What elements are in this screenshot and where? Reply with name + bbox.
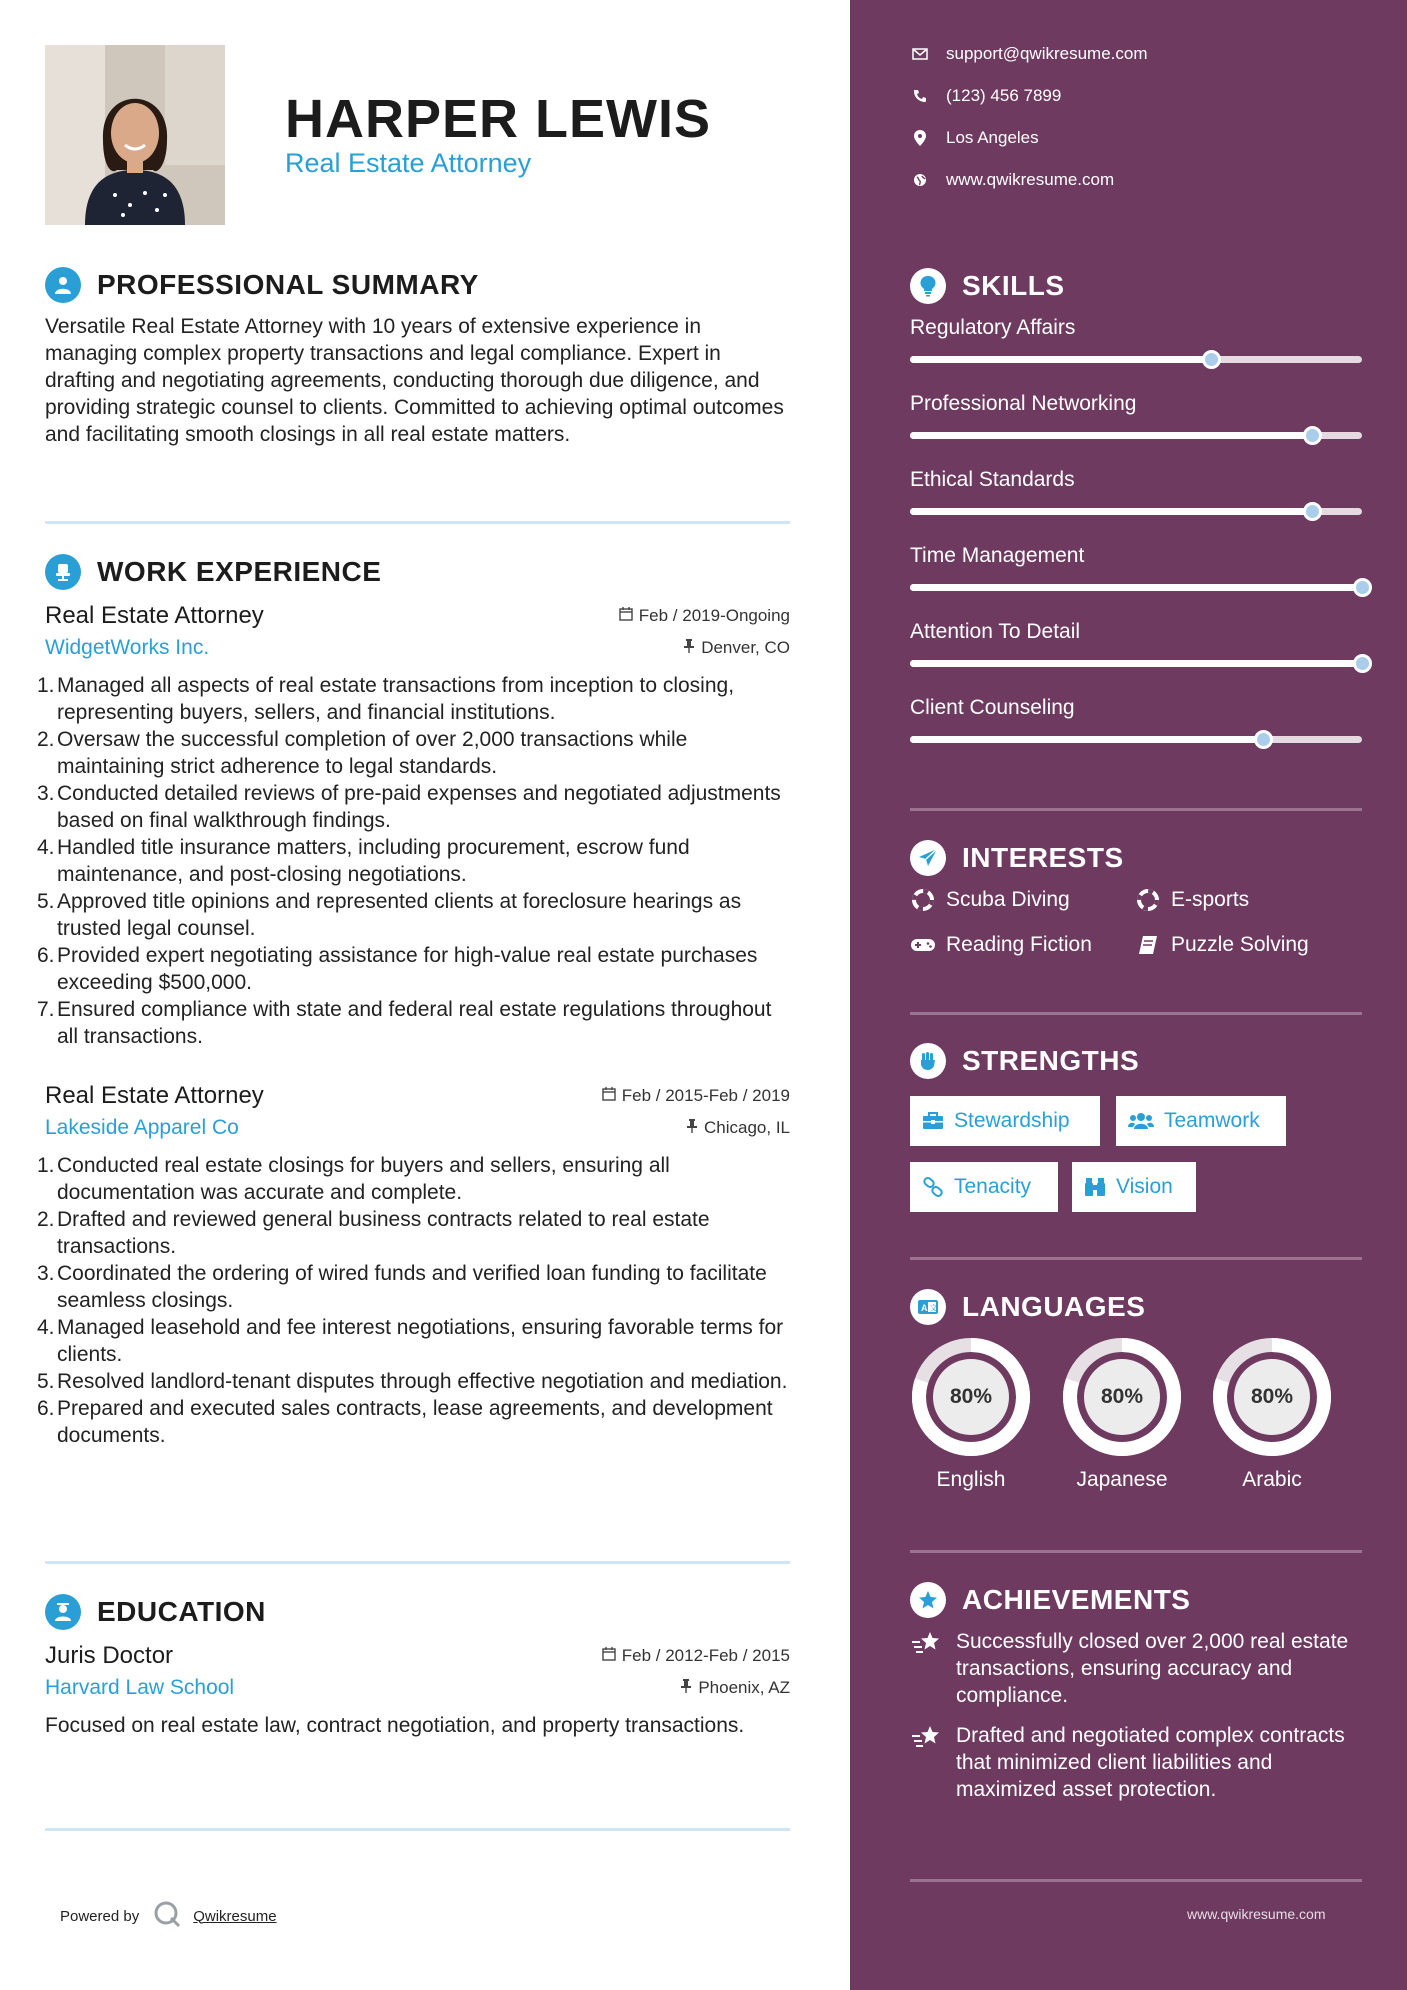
summary-text: Versatile Real Estate Attorney with 10 years of extensive experience in managing complex property transactions and legal compliance. Expert in drafting and negotiating agreements, conducting thorough due diligence, and providing strategic counsel to clients. Committed to achieving optimal outcomes and facilitating smooth closings in all real estate matters. — [45, 315, 784, 446]
job-location-text: Chicago, IL — [704, 1118, 790, 1137]
divider — [45, 1828, 790, 1831]
calendar-icon — [602, 1086, 616, 1106]
duty-item — [37, 1395, 790, 1449]
achievement-text: Drafted and negotiated complex contracts that minimized client liabilities and maximized asset protection. — [956, 1724, 1345, 1801]
contact-website[interactable] — [910, 170, 1114, 190]
degree: Juris Doctor — [45, 1642, 174, 1669]
translate-icon — [910, 1289, 946, 1325]
interest-item — [1135, 888, 1249, 912]
divider — [910, 1879, 1362, 1882]
qwikresume-link[interactable]: Qwikresume — [193, 1907, 277, 1925]
office-chair-icon — [45, 554, 81, 590]
svg-text:文: 文 — [929, 1303, 938, 1313]
phone-icon — [910, 89, 930, 103]
divider — [910, 1550, 1362, 1553]
language-ring — [1211, 1336, 1333, 1458]
job-location — [686, 1118, 790, 1138]
skill-level-fill — [910, 736, 1263, 743]
duty-text: Conducted real estate closings for buyers and sellers, ensuring all documentation was accurate and complete. — [57, 1154, 670, 1204]
skill-item — [910, 392, 1362, 439]
job-duties — [37, 672, 790, 1050]
duty-text: Provided expert negotiating assistance for high-value real estate purchases exceeding $500,000. — [57, 944, 758, 994]
duty-number: 6. — [37, 1397, 55, 1420]
language-item — [1211, 1336, 1333, 1492]
gamepad-icon — [910, 937, 936, 953]
skill-name: Ethical Standards — [910, 468, 1075, 491]
skill-item — [910, 316, 1362, 363]
divider — [910, 1257, 1362, 1260]
skill-level-knob — [1303, 502, 1322, 521]
fist-icon — [910, 1043, 946, 1079]
achievement-item — [910, 1628, 1362, 1709]
duty-item — [37, 888, 790, 942]
divider — [45, 1561, 790, 1564]
education-location — [680, 1678, 790, 1698]
job-date-text: Feb / 2019-Ongoing — [638, 606, 790, 625]
skill-level-knob — [1303, 426, 1322, 445]
strengths-heading-row — [910, 1043, 1139, 1079]
duty-item — [37, 1206, 790, 1260]
skill-name: Regulatory Affairs — [910, 316, 1076, 339]
duty-item — [37, 1368, 790, 1395]
calendar-icon — [602, 1646, 616, 1666]
skill-slider — [910, 356, 1362, 363]
users-icon — [1128, 1112, 1154, 1130]
skill-level-fill — [910, 432, 1312, 439]
job-entry — [37, 1082, 790, 1449]
duty-item — [37, 726, 790, 780]
job-company: Lakeside Apparel Co — [45, 1116, 239, 1139]
duty-text: Managed all aspects of real estate transactions from inception to closing, representing buyers, sellers, and financial institutions. — [57, 674, 735, 724]
strengths-heading: STRENGTHS — [962, 1045, 1140, 1076]
skill-slider — [910, 660, 1362, 667]
duty-text: Approved title opinions and represented clients at foreclosure hearings as trusted legal counsel. — [57, 890, 742, 940]
user-icon — [45, 267, 81, 303]
shooting-star-icon — [910, 1722, 942, 1803]
strength-badge — [1072, 1162, 1196, 1212]
qwikresume-logo-icon — [153, 1900, 181, 1932]
pin-icon — [686, 1118, 698, 1138]
school: Harvard Law School — [45, 1676, 235, 1699]
job-entry — [37, 602, 790, 1050]
skill-level-knob — [1202, 350, 1221, 369]
candidate-title: Real Estate Attorney — [285, 148, 532, 178]
duty-number: 5. — [37, 1370, 55, 1393]
book-icon — [1135, 935, 1161, 955]
duty-item — [37, 996, 790, 1050]
strength-badge — [1116, 1096, 1286, 1146]
skill-slider — [910, 584, 1362, 591]
briefcase-icon — [922, 1112, 944, 1130]
job-location-text: Denver, CO — [701, 638, 790, 657]
job-date-text: Feb / 2015-Feb / 2019 — [621, 1086, 790, 1105]
education-location-text: Phoenix, AZ — [698, 1678, 790, 1697]
strength-label: Stewardship — [954, 1109, 1070, 1132]
duty-number: 3. — [37, 1262, 55, 1285]
language-name: Japanese — [1076, 1468, 1168, 1491]
language-name: English — [936, 1468, 1006, 1491]
duty-item — [37, 1260, 790, 1314]
skill-item — [910, 696, 1362, 743]
language-item — [910, 1336, 1032, 1492]
education-date — [602, 1646, 790, 1666]
strength-badge — [910, 1096, 1100, 1146]
education-entry — [45, 1642, 790, 1739]
duty-number: 4. — [37, 1316, 55, 1339]
interest-item — [910, 933, 1092, 957]
duty-number: 7. — [37, 998, 55, 1021]
pin-icon — [683, 638, 695, 658]
contact-email-text: support@qwikresume.com — [946, 44, 1148, 63]
skill-level-fill — [910, 356, 1211, 363]
life-ring-icon — [1135, 889, 1161, 911]
skill-level-knob — [1353, 654, 1372, 673]
envelope-icon — [910, 48, 930, 60]
contact-website-text: www.qwikresume.com — [946, 170, 1115, 189]
interest-item — [910, 888, 1070, 912]
job-title: Real Estate Attorney — [45, 602, 264, 629]
strength-label: Vision — [1116, 1175, 1173, 1198]
duty-item — [37, 942, 790, 996]
map-marker-icon — [910, 130, 930, 146]
language-item — [1061, 1336, 1183, 1492]
language-percent: 80% — [949, 1385, 993, 1408]
link-icon — [922, 1176, 944, 1198]
achievement-text: Successfully closed over 2,000 real estate transactions, ensuring accuracy and compliance. — [956, 1630, 1349, 1707]
job-title: Real Estate Attorney — [45, 1082, 264, 1109]
interest-label: E-sports — [1171, 888, 1250, 911]
duty-item — [37, 780, 790, 834]
pin-icon — [680, 1678, 692, 1698]
contact-phone[interactable] — [910, 86, 1061, 106]
duty-number: 3. — [37, 782, 55, 805]
interest-item — [1135, 933, 1309, 957]
skills-heading: SKILLS — [962, 270, 1065, 301]
interest-label: Reading Fiction — [946, 933, 1092, 956]
languages-heading: LANGUAGES — [962, 1291, 1146, 1322]
globe-icon — [910, 173, 930, 187]
duty-number: 6. — [37, 944, 55, 967]
skill-level-knob — [1254, 730, 1273, 749]
job-location — [683, 638, 790, 658]
duty-text: Prepared and executed sales contracts, lease agreements, and development documents. — [57, 1397, 773, 1447]
duty-text: Drafted and reviewed general business contracts related to real estate transactions. — [57, 1208, 710, 1258]
strength-label: Teamwork — [1164, 1109, 1260, 1132]
duty-number: 4. — [37, 836, 55, 859]
duty-number: 1. — [37, 1154, 55, 1177]
interest-label: Puzzle Solving — [1171, 933, 1309, 956]
education-section — [45, 1592, 790, 1739]
language-percent: 80% — [1100, 1385, 1144, 1408]
profile-photo — [45, 45, 225, 225]
education-heading: EDUCATION — [97, 1596, 266, 1627]
skills-heading-row — [910, 268, 1065, 304]
sidebar — [850, 0, 1407, 1990]
language-ring — [1061, 1336, 1183, 1458]
skill-level-fill — [910, 508, 1312, 515]
duty-item — [37, 672, 790, 726]
contact-location — [910, 128, 1039, 148]
skill-slider — [910, 736, 1362, 743]
job-company: WidgetWorks Inc. — [45, 636, 210, 659]
education-date-text: Feb / 2012-Feb / 2015 — [621, 1646, 790, 1665]
skill-name: Professional Networking — [910, 392, 1137, 415]
graduate-icon — [45, 1594, 81, 1630]
skill-level-fill — [910, 584, 1362, 591]
duty-text: Managed leasehold and fee interest negotiations, ensuring favorable terms for clients. — [57, 1316, 784, 1366]
achievements-heading: ACHIEVEMENTS — [962, 1584, 1191, 1615]
divider — [910, 1012, 1362, 1015]
duty-text: Handled title insurance matters, including procurement, escrow fund maintenance, and post-closing negotiations. — [57, 836, 690, 886]
job-date — [602, 1086, 790, 1106]
shooting-star-icon — [910, 1628, 942, 1709]
duty-text: Coordinated the ordering of wired funds and verified loan funding to facilitate seamless closings. — [57, 1262, 767, 1312]
skill-item — [910, 620, 1362, 667]
achievement-item — [910, 1722, 1362, 1803]
duty-item — [37, 834, 790, 888]
job-duties — [37, 1152, 790, 1449]
life-ring-icon — [910, 889, 936, 911]
divider — [910, 808, 1362, 811]
interests-heading-row — [910, 840, 1124, 876]
summary-heading: PROFESSIONAL SUMMARY — [97, 269, 479, 300]
duty-item — [37, 1314, 790, 1368]
lightbulb-icon — [910, 268, 946, 304]
star-badge-icon — [910, 1582, 946, 1618]
powered-by — [60, 1900, 277, 1932]
achievements-heading-row — [910, 1582, 1190, 1618]
binoculars-icon — [1084, 1177, 1106, 1197]
powered-by-text: Powered by — [60, 1907, 140, 1925]
calendar-icon — [619, 606, 633, 626]
skill-item — [910, 468, 1362, 515]
duty-text: Ensured compliance with state and federal real estate regulations throughout all transactions. — [57, 998, 772, 1048]
footer-url[interactable]: www.qwikresume.com — [1187, 1906, 1326, 1922]
duty-number: 5. — [37, 890, 55, 913]
skill-slider — [910, 432, 1362, 439]
duty-text: Oversaw the successful completion of over 2,000 transactions while maintaining strict adherence to legal standards. — [57, 728, 688, 778]
strength-badge — [910, 1162, 1058, 1212]
language-ring — [910, 1336, 1032, 1458]
skill-name: Time Management — [910, 544, 1085, 567]
candidate-name: HARPER LEWIS — [285, 89, 712, 149]
contact-phone-text: (123) 456 7899 — [946, 86, 1062, 105]
skill-slider — [910, 508, 1362, 515]
summary-section — [45, 265, 790, 448]
languages-heading-row — [910, 1289, 1145, 1325]
skill-item — [910, 544, 1362, 591]
interests-heading: INTERESTS — [962, 842, 1124, 873]
svg-text:A: A — [921, 1303, 928, 1313]
job-date — [619, 606, 790, 626]
contact-email[interactable] — [910, 44, 1148, 64]
duty-number: 1. — [37, 674, 55, 697]
skill-name: Client Counseling — [910, 696, 1075, 719]
experience-section — [37, 552, 790, 1449]
divider — [45, 521, 790, 524]
language-percent: 80% — [1250, 1385, 1294, 1408]
experience-heading: WORK EXPERIENCE — [97, 556, 382, 587]
strength-label: Tenacity — [954, 1175, 1032, 1198]
duty-text: Resolved landlord-tenant disputes through effective negotiation and mediation. — [57, 1370, 788, 1393]
contact-location-text: Los Angeles — [946, 128, 1039, 147]
duty-item — [37, 1152, 790, 1206]
education-text: Focused on real estate law, contract negotiation, and property transactions. — [45, 1714, 745, 1737]
interest-label: Scuba Diving — [946, 888, 1070, 911]
duty-number: 2. — [37, 728, 55, 751]
duty-text: Conducted detailed reviews of pre-paid expenses and negotiated adjustments based on final walkthrough findings. — [57, 782, 781, 832]
language-name: Arabic — [1242, 1468, 1302, 1491]
skill-level-fill — [910, 660, 1362, 667]
paper-plane-icon — [910, 840, 946, 876]
skill-level-knob — [1353, 578, 1372, 597]
skill-name: Attention To Detail — [910, 620, 1081, 643]
duty-number: 2. — [37, 1208, 55, 1231]
